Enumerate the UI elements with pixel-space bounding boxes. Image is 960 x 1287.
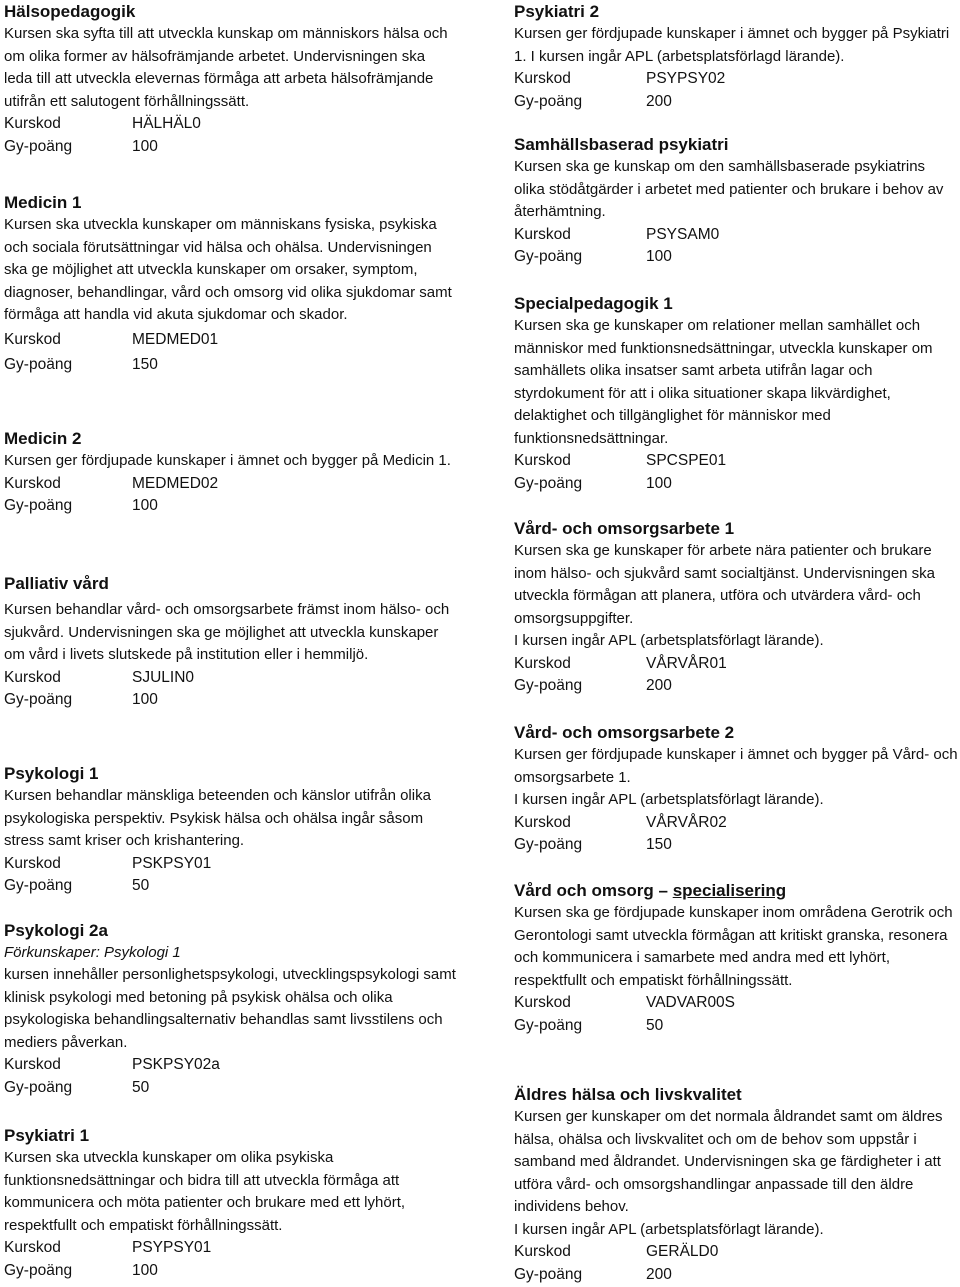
course-points: 50 bbox=[646, 1016, 664, 1034]
course-code-row: Kurskod PSKPSY02a bbox=[4, 1054, 456, 1077]
course-points-row: Gy-poäng 100 bbox=[514, 473, 960, 496]
course-description: Kursen behandlar mänskliga beteenden och känslor utifrån olika psykologiska perspektiv. Psykisk hälsa och ohälsa ingår såsom stress samt kriser och krishantering. bbox=[4, 787, 431, 849]
course-description: Kursen ger fördjupade kunskaper i ämnet och bygger på Vård- och omsorgsarbete 1. I kursen ingår APL (arbetsplatsförlagt lärande). bbox=[514, 746, 958, 808]
course-vard-och-omsorgsarbete-2 bbox=[514, 721, 960, 857]
course-description: Kursen ger kunskaper om det normala åldrandet samt om äldres hälsa, ohälsa och livskvalitet och om de behov som uppstår i samband med åldrandet. Undervisningen ska ge färdigheter i att utföra vård- och omsorgshandlingar anpassade till den äldre individens behov. I kursen ingår APL (arbetsplatsförlagt lärande). bbox=[514, 1108, 943, 1238]
course-description: Kursen ska ge kunskaper om relationer mellan samhället och människor med funktionsnedsättningar, utveckla kunskaper om samhällets olika insatser samt arbeta utifrån lagar och styrdokument för att i olika situationer skapa likvärdighet, delaktighet och tillgänglighet för människor med funktionsnedsättningar. bbox=[514, 317, 933, 447]
course-code: SPCSPE01 bbox=[646, 452, 727, 469]
course-title: Hälsopedagogik bbox=[4, 2, 136, 21]
course-points-row: Gy-poäng 100 bbox=[4, 689, 456, 712]
course-prerequisite: Förkunskaper: Psykologi 1 bbox=[4, 944, 181, 961]
course-code-row: Kurskod GERÄLD0 bbox=[514, 1241, 960, 1264]
course-points: 50 bbox=[132, 1078, 150, 1096]
course-specialpedagogik-1 bbox=[514, 292, 960, 495]
course-palliativ-vard bbox=[4, 572, 456, 712]
course-aldres-halsa-och-livskvalitet bbox=[514, 1083, 960, 1286]
course-points-row: Gy-poäng 150 bbox=[4, 354, 456, 377]
course-points: 200 bbox=[646, 677, 672, 694]
course-halsopedagogik bbox=[4, 0, 456, 158]
course-points-row: Gy-poäng 200 bbox=[514, 1264, 960, 1287]
course-code-row: Kurskod SJULIN0 bbox=[4, 667, 456, 690]
course-description: Kursen behandlar vård- och omsorgsarbete främst inom hälso- och sjukvård. Undervisningen ska ge möjlighet att utveckla kunskaper om vård i livets slutskede på institution eller i hemmiljö. bbox=[4, 601, 450, 663]
course-code-row: Kurskod VADVAR00S bbox=[514, 992, 960, 1015]
course-code-row: Kurskod MEDMED02 bbox=[4, 473, 456, 496]
course-code: MEDMED02 bbox=[132, 474, 219, 492]
course-points: 100 bbox=[646, 248, 672, 265]
course-code: SJULIN0 bbox=[132, 668, 195, 686]
course-code: HÄLHÄL0 bbox=[132, 115, 201, 132]
course-points: 200 bbox=[646, 92, 672, 110]
course-points: 200 bbox=[646, 1265, 672, 1283]
course-medicin-2 bbox=[4, 427, 456, 518]
course-vard-och-omsorg-specialisering bbox=[514, 879, 960, 1037]
course-code-row: Kurskod HÄLHÄL0 bbox=[4, 113, 456, 136]
course-code-row: Kurskod VÅRVÅR02 bbox=[514, 812, 960, 835]
course-title: Psykiatri 1 bbox=[4, 1126, 90, 1145]
course-psykiatri-2 bbox=[514, 0, 960, 113]
course-code: VÅRVÅR01 bbox=[646, 654, 727, 672]
course-code-row: Kurskod PSYPSY02 bbox=[514, 68, 960, 91]
course-title: Vård- och omsorgsarbete 2 bbox=[514, 723, 735, 742]
course-points-row: Gy-poäng 100 bbox=[4, 136, 456, 159]
course-points-row: Gy-poäng 200 bbox=[514, 675, 960, 698]
course-title: Samhällsbaserad psykiatri bbox=[514, 135, 729, 154]
course-description: Kursen ska utveckla kunskaper om människans fysiska, psykiska och sociala förutsättningar vid hälsa och ohälsa. Undervisningen ska ge möjlighet att utveckla kunskaper om orsaker, symptom, diagnoser, behandlingar, vård och omsorg vid olika sjukdomar samt förmåga att handla vid akuta sjukdomar och skador. bbox=[4, 216, 452, 323]
course-psykiatri-1 bbox=[4, 1124, 456, 1282]
course-points-row: Gy-poäng 50 bbox=[4, 875, 456, 898]
course-points-row: Gy-poäng 100 bbox=[514, 246, 960, 269]
course-points: 100 bbox=[132, 691, 158, 708]
course-psykologi-1 bbox=[4, 762, 456, 898]
course-medicin-1 bbox=[4, 191, 456, 377]
course-code-row: Kurskod PSYSAM0 bbox=[514, 224, 960, 247]
course-description: Kursen ska utveckla kunskaper om olika psykiska funktionsnedsättningar och bidra till att utveckla förmåga att kommunicera och möta patienter och brukare med ett lyhört, respektfullt och empatiskt förhållningssätt. bbox=[4, 1149, 406, 1234]
course-description: kursen innehåller personlighetspsykologi, utvecklingspsykologi samt klinisk psykologi med betoning på psykisk ohälsa och olika psykologiska behandlingsalternativ behandlas samt livsstilens och mediers påverkan. bbox=[4, 966, 456, 1051]
course-title: Psykiatri 2 bbox=[514, 2, 600, 21]
course-code-row: Kurskod MEDMED01 bbox=[4, 329, 456, 352]
course-title: Äldres hälsa och livskvalitet bbox=[514, 1085, 742, 1104]
course-title: Specialpedagogik 1 bbox=[514, 294, 673, 313]
course-points-row: Gy-poäng 50 bbox=[514, 1015, 960, 1038]
course-code: VÅRVÅR02 bbox=[646, 813, 727, 831]
course-points: 150 bbox=[646, 836, 672, 853]
course-code-row: Kurskod PSKPSY01 bbox=[4, 853, 456, 876]
course-code: GERÄLD0 bbox=[646, 1243, 719, 1260]
course-psykologi-2a bbox=[4, 919, 456, 1099]
course-title: Vård och omsorg – specialisering bbox=[514, 881, 787, 900]
course-title: Medicin 2 bbox=[4, 429, 82, 448]
course-code: PSKPSY02a bbox=[132, 1056, 220, 1073]
course-code-row: Kurskod PSYPSY01 bbox=[4, 1237, 456, 1260]
course-points: 100 bbox=[132, 497, 158, 514]
course-points: 50 bbox=[132, 877, 150, 894]
course-description: Kursen ska ge kunskap om den samhällsbaserade psykiatrins olika stödåtgärder i arbetet med patienter och brukare i behov av återhämtning. bbox=[514, 158, 944, 220]
course-samhallsbaserad-psykiatri bbox=[514, 133, 960, 269]
course-title: Palliativ vård bbox=[4, 574, 109, 593]
course-title: Psykologi 2a bbox=[4, 921, 108, 940]
course-points: 100 bbox=[132, 137, 158, 155]
course-description: Kursen ger fördjupade kunskaper i ämnet och bygger på Psykiatri 1. I kursen ingår APL (arbetsplatsförlagd lärande). bbox=[514, 25, 950, 65]
course-title: Medicin 1 bbox=[4, 193, 82, 212]
course-code: PSYSAM0 bbox=[646, 225, 720, 243]
course-points: 100 bbox=[132, 1261, 158, 1279]
course-code: VADVAR00S bbox=[646, 994, 736, 1011]
course-points-row: Gy-poäng 100 bbox=[4, 495, 456, 518]
course-points-row: Gy-poäng 50 bbox=[4, 1077, 456, 1100]
course-description: Kursen ska syfta till att utveckla kunskap om människors hälsa och om olika former av hälsofrämjande arbetet. Undervisningen ska leda till att utveckla elevernas förmåga att arbeta hälsofrämjande utifrån ett salutogent förhållningssätt. bbox=[4, 25, 448, 110]
course-code: PSKPSY01 bbox=[132, 854, 212, 872]
course-points-row: Gy-poäng 100 bbox=[4, 1260, 456, 1283]
course-title: Psykologi 1 bbox=[4, 764, 99, 783]
course-code: PSYPSY01 bbox=[132, 1239, 212, 1256]
course-code-row: Kurskod VÅRVÅR01 bbox=[514, 653, 960, 676]
course-description: Kursen ska ge fördjupade kunskaper inom områdena Gerotrik och Gerontologi samt utveckla förmågan att kritiskt granska, resonera och kommunicera i samarbete med andra med ett lyhört, respektfullt och empatiskt förhållningssätt. bbox=[514, 904, 953, 989]
course-code-row: Kurskod SPCSPE01 bbox=[514, 450, 960, 473]
course-code: PSYPSY02 bbox=[646, 70, 726, 87]
course-title: Vård- och omsorgsarbete 1 bbox=[514, 519, 735, 538]
course-points: 150 bbox=[132, 356, 158, 373]
course-vard-och-omsorgsarbete-1 bbox=[514, 517, 960, 698]
course-code: MEDMED01 bbox=[132, 330, 219, 348]
course-points-row: Gy-poäng 150 bbox=[514, 834, 960, 857]
course-description: Kursen ger fördjupade kunskaper i ämnet och bygger på Medicin 1. bbox=[4, 452, 451, 469]
course-points: 100 bbox=[646, 474, 672, 492]
course-description: Kursen ska ge kunskaper för arbete nära patienter och brukare inom hälso- och sjukvård samt socialtjänst. Undervisningen ska utveckla förmågan att planera, utföra och utvärdera vård- och omsorgsuppgifter. I kursen ingår APL (arbetsplatsförlagt lärande). bbox=[514, 542, 936, 649]
course-points-row: Gy-poäng 200 bbox=[514, 91, 960, 114]
